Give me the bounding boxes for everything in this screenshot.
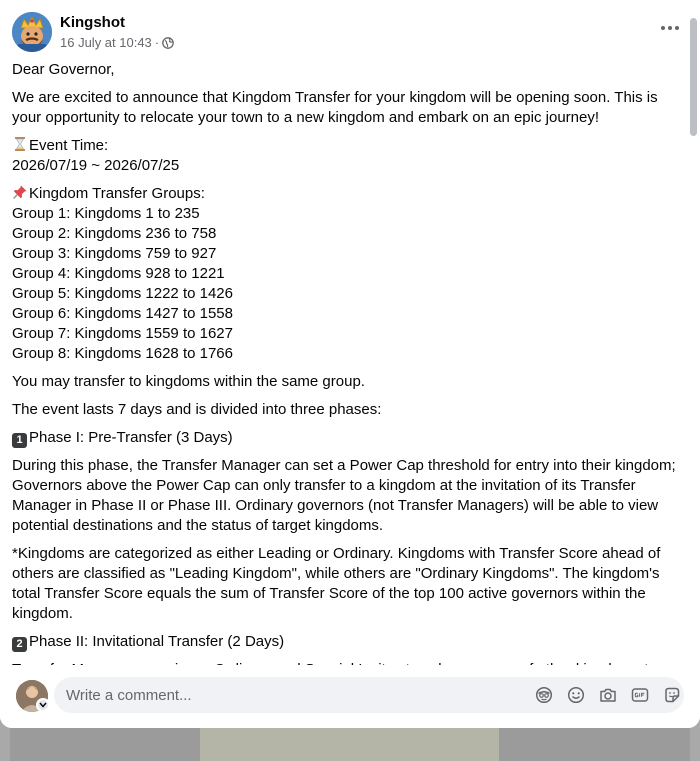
group-line: Group 3: Kingdoms 759 to 927 <box>12 245 217 262</box>
hourglass-icon <box>12 136 28 152</box>
phase1-body: During this phase, the Transfer Manager can set a Power Cap threshold for entry into their kingdom; Governors above the Power Cap can only transfer to a kingdom at the invitation of its Transfer Manager in Phase II or Phase III. Ordinary governors (not Transfer Managers) will be able to view potential destinations and the status of target kingdoms. <box>12 457 676 534</box>
keycap-two-icon: 2 <box>12 637 27 652</box>
author-name[interactable]: Kingshot <box>60 14 125 31</box>
meta-separator: · <box>154 35 160 50</box>
smiley-icon <box>567 686 585 704</box>
photo-button[interactable] <box>598 685 618 705</box>
group-line: Group 7: Kingdoms 1559 to 1627 <box>12 325 233 342</box>
comment-bar <box>0 665 700 728</box>
globe-icon <box>162 37 174 49</box>
intro-paragraph: We are excited to announce that Kingdom Transfer for your kingdom will be opening soon. This is your opportunity to relocate your town to a new kingdom and embark on an epic journey! <box>12 89 658 126</box>
phase1-title: Phase I: Pre-Transfer (3 Days) <box>29 429 233 446</box>
group-line: Group 5: Kingdoms 1222 to 1426 <box>12 285 233 302</box>
group-line: Group 2: Kingdoms 236 to 758 <box>12 225 217 242</box>
phases-intro: The event lasts 7 days and is divided into three phases: <box>12 401 382 418</box>
gif-icon <box>631 686 649 704</box>
kingdom-category-note: *Kingdoms are categorized as either Leading or Ordinary. Kingdoms with Transfer Score ahead of others are classified as "Leading Kingdom", while others are "Ordinary Kingdoms". The kingdom's total Transfer Score equals the sum of Transfer Score of the top 100 active governors within the kingdom. <box>12 545 661 622</box>
phase2-heading <box>12 632 682 652</box>
avatar-sticker-icon <box>535 686 553 704</box>
page-avatar[interactable] <box>12 12 52 52</box>
post-meta <box>60 35 174 50</box>
sticker-icon <box>663 686 681 704</box>
same-group-note: You may transfer to kingdoms within the same group. <box>12 373 365 390</box>
phase2-title: Phase II: Invitational Transfer (2 Days) <box>29 633 285 650</box>
phase1-heading <box>12 428 682 448</box>
profile-switch-button[interactable] <box>36 698 50 712</box>
more-options-button[interactable] <box>658 18 682 38</box>
greeting: Dear Governor, <box>12 61 115 78</box>
pushpin-icon <box>12 184 28 200</box>
dot-icon <box>675 26 679 30</box>
group-line: Group 8: Kingdoms 1628 to 1766 <box>12 345 233 362</box>
groups-block <box>12 184 682 364</box>
event-time-value: 2026/07/19 ~ 2026/07/25 <box>12 157 180 174</box>
group-line: Group 1: Kingdoms 1 to 235 <box>12 205 200 222</box>
post-timestamp[interactable]: 16 July at 10:43 <box>60 35 152 50</box>
camera-icon <box>599 686 617 704</box>
chevron-down-icon <box>39 702 47 708</box>
sticker-button[interactable] <box>662 685 682 705</box>
scrollbar-thumb[interactable] <box>690 18 697 136</box>
avatar-sticker-button[interactable] <box>534 685 554 705</box>
groups-label: Kingdom Transfer Groups: <box>29 185 205 202</box>
king-avatar-icon <box>12 12 52 52</box>
comment-tools <box>534 685 682 705</box>
emoji-button[interactable] <box>566 685 586 705</box>
event-time-label: Event Time: <box>29 137 109 154</box>
group-line: Group 6: Kingdoms 1427 to 1558 <box>12 305 233 322</box>
post-header <box>12 12 688 54</box>
dot-icon <box>668 26 672 30</box>
dot-icon <box>661 26 665 30</box>
gif-button[interactable] <box>630 685 650 705</box>
event-time-block <box>12 136 682 176</box>
group-line: Group 4: Kingdoms 928 to 1221 <box>12 265 225 282</box>
keycap-one-icon: 1 <box>12 433 27 448</box>
post-content <box>12 60 682 688</box>
